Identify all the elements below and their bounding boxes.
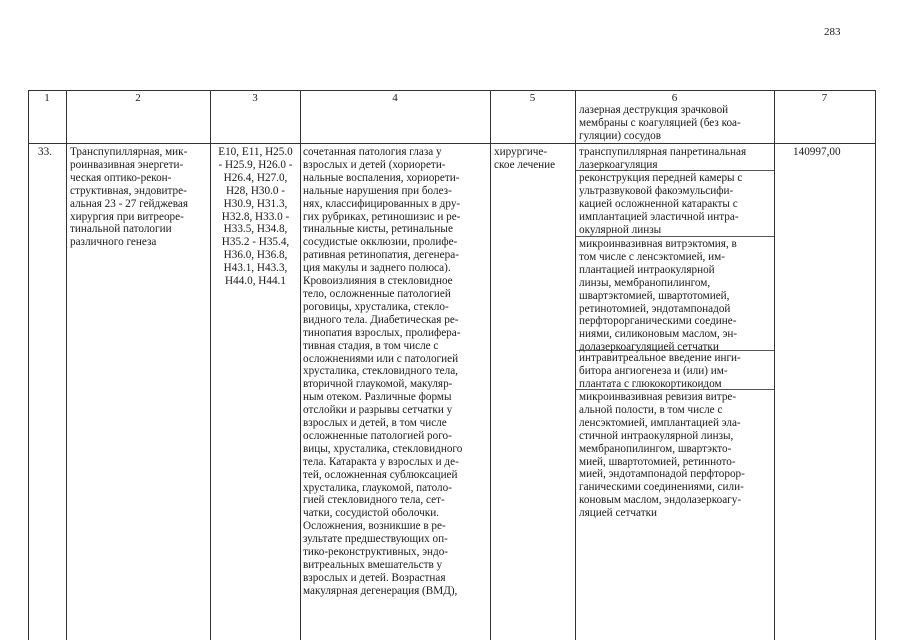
icd-codes: E10, E11, H25.0 - H25.9, H26.0 - H26.4, H27.0, H28, H30.0 - H30.9, H31.3, H32.8, H33.0 - H33.5, H34.8, H35.2 - H35.4, H36.0, H36.8, H43.1, H43.3, H44.0, H44.1: [218, 146, 293, 288]
treatment-type: хирургиче- ское лечение: [494, 146, 556, 171]
method-4: интравитреальное введение инги- битора ангиогенеза и (или) им- плантата с глюкокортикоидом: [579, 352, 741, 390]
column-border: [875, 90, 876, 640]
header-col-3: 3: [252, 92, 258, 104]
diagnosis-description: сочетанная патология глаза у взрослых и детей (хориорети- нальные воспаления, хориорети- нальные нарушения при болез- нях, классифицированных в дру- гих рубриках, ретиношизис и ре- тинальные кисты, ретинальные сосудистые окклюзии, пролифе- ративная ретинопатия, дегенера- ция макулы и заднего полюса). Кровоизлияния в стекловидное тело, осложненные патологией роговицы, хрусталика, стекло- видного тела. Диабетическая ре- тинопатия взрослых, пролифера- тивная стадия, в том числе с осложнениями или с патологией хрусталика, стекловидного тела, вторичной глаукомой, макуляр- ным отеком. Различные формы отслойки и разрывы сетчатки у взрослых и детей, в том числе осложненные патологией рого- вицы, хрусталика, стекловидного тела. Катаракта у взрослых и де- тей, осложненная сублюксацией хрусталика, глаукомой, патоло- гией стекловидного тела, сет- чатки, сосудистой оболочки. Осложнения, возникшие в ре- зультате предшествующих оп- тико-реконструктивных, эндо- витреальных вмешательств у взрослых и детей. Возрастная макулярная дегенерация (ВМД),: [303, 146, 463, 597]
column-border: [575, 90, 576, 640]
method-3: микроинвазивная витрэктомия, в том числе с ленсэктомией, им- плантацией интраокулярной линзы, мембранопилингом, швартэктомией, швартотомией, ретинотомией, эндотампонадой перфторорганическими соедине- ниями, силиконовым маслом, эн- долазеркоагуляцией сетчатки: [579, 238, 738, 354]
row-divider: [28, 143, 875, 144]
header-col-6: 6: [671, 92, 678, 104]
header-col-4: 4: [392, 92, 398, 104]
column-border: [300, 90, 301, 640]
column-border: [774, 90, 775, 640]
row-number: 33.: [38, 146, 52, 158]
page-number: 283: [824, 26, 841, 38]
column-border: [490, 90, 491, 640]
header-col-2: 2: [135, 92, 141, 104]
method-5: микроинвазивная ревизия витре- альной полости, в том числе с ленсэктомией, имплантацией эла- стичной интраокулярной линзы, мембранопилингом, швартэкто- мией, швартотомией, ретинното- мией, эндотампонадой перфторор- ганическими соединениями, сили- коновым маслом, эндолазеркоагу- ляцией сетчатки: [579, 391, 745, 520]
procedure-name: Транспупиллярная, мик- роинвазивная энергети- ческая оптико-рекон- структивная, эндовитре- альная 23 - 27 гейджевая хирургия при витреоре- тинальной патологии различного генеза: [70, 146, 189, 249]
header-col-7: 7: [821, 92, 828, 104]
cost-value: 140997,00: [793, 146, 841, 158]
header-col-1: 1: [44, 92, 50, 104]
column-border: [28, 90, 29, 640]
method-2: реконструкция передней камеры с ультразвуковой факоэмульсифи- кацией осложненной катаракты с имплантацией эластичной интра- окулярной линзы: [579, 172, 743, 236]
header-col-5: 5: [529, 92, 536, 104]
table-top-border: [28, 90, 875, 91]
continued-method: лазерная деструкция зрачковой мембраны с коагуляцией (без коа- гуляции) сосудов: [579, 104, 741, 142]
column-border: [66, 90, 67, 640]
method-1: транспупиллярная панретинальная лазеркоагуляция: [579, 146, 747, 171]
